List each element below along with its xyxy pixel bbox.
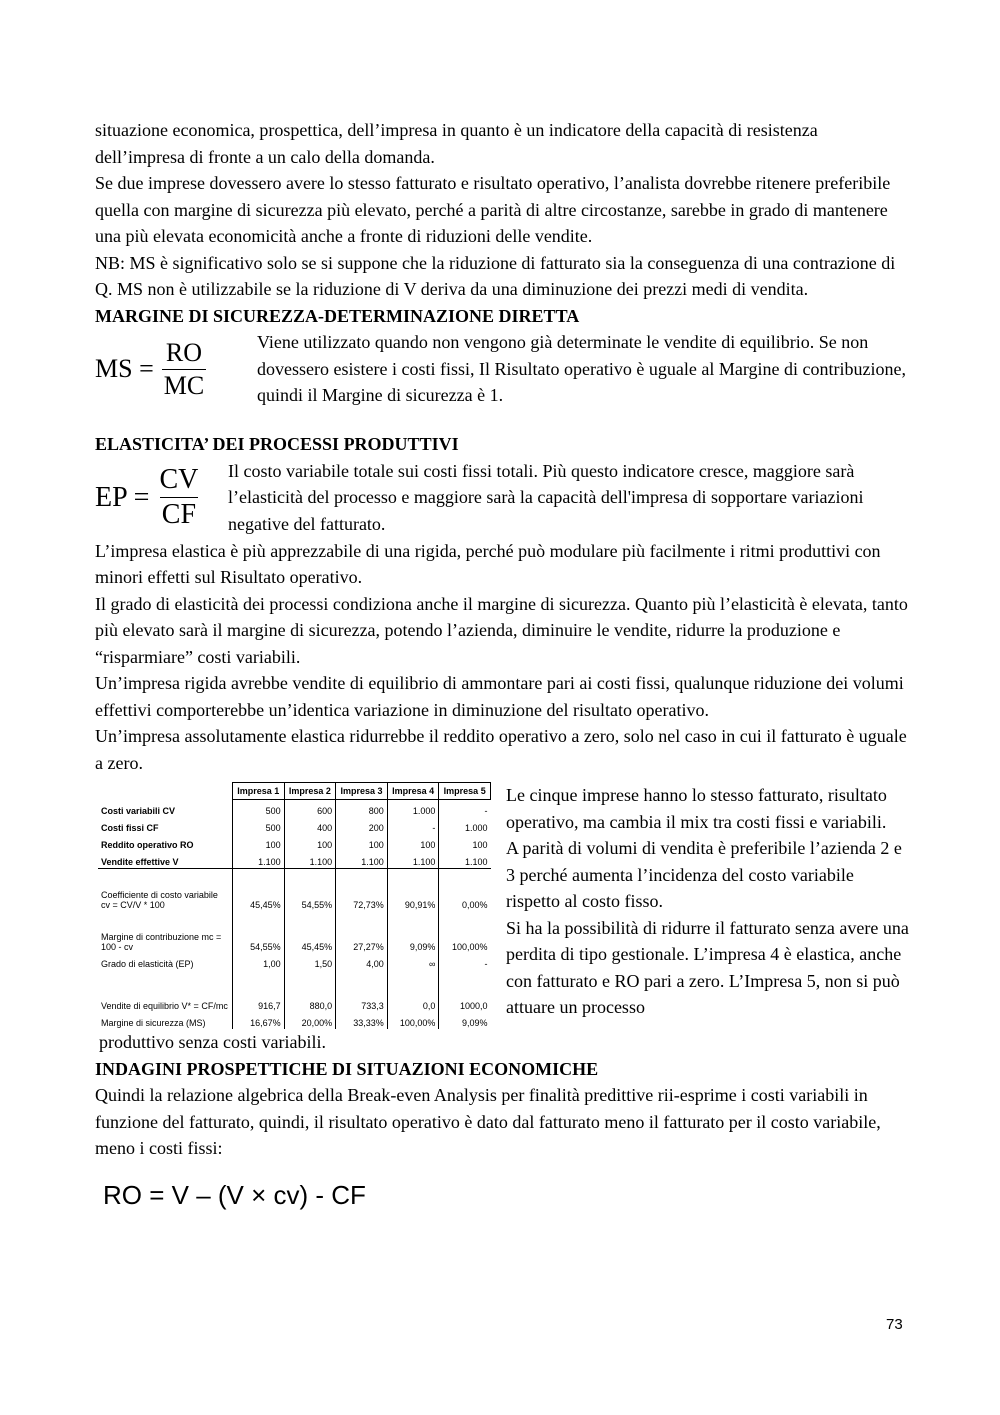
table-row-label: Coefficiente di costo variabile cv = CV/V * 100 (101, 890, 218, 910)
paragraph: Un’impresa assolutamente elastica ridurrebbe il reddito operativo a zero, solo nel caso in cui il fatturato è uguale a zero. (95, 726, 907, 773)
table-cell: ∞ (387, 953, 439, 970)
table-cell: - (387, 817, 439, 834)
table-cell: 1000,0 (439, 970, 491, 1012)
paragraph: A parità di volumi di vendita è preferibile l’azienda 2 e 3 perché aumenta l’incidenza del costo variabile rispetto al costo fisso. (506, 838, 902, 911)
paragraph: produttivo senza costi variabili. (99, 1032, 326, 1052)
formula-lhs: EP = (95, 481, 150, 513)
table-row (98, 970, 491, 1012)
table-cell: 100 (233, 834, 285, 851)
table-cell: 33,33% (336, 1012, 388, 1029)
table-header-cell: Impresa 1 (233, 783, 285, 800)
paragraph: Se due imprese dovessero avere lo stesso fatturato e risultato operativo, l’analista dovrebbe ritenere preferibile quella con margine di sicurezza più elevato, perché a parità di altre circostanze, sarebbe in grado di mantenere una più elevata economicità anche a fronte di riduzioni delle vendite. (95, 173, 891, 246)
paragraph: Le cinque imprese hanno lo stesso fatturato, risultato operativo, ma cambia il mix tra costi fissi e variabili. (506, 785, 887, 832)
comparison-table-image (98, 782, 491, 1029)
table-row-label: Costi fissi CF (101, 823, 159, 833)
table-cell: 9,09% (439, 1012, 491, 1029)
paragraph: Si ha la possibilità di ridurre il fatturato senza avere una perdita di tipo gestionale. L’impresa 4 è elastica, anche con fatturato e RO pari a zero. L’Impresa 5, non si può attuare un processo (506, 917, 909, 1017)
table-cell: 1,00 (233, 953, 285, 970)
table-cell: 1.100 (387, 851, 439, 869)
table-row (98, 911, 491, 953)
table-row (98, 851, 491, 869)
table-cell: 90,91% (387, 869, 439, 912)
table-cell: 1.100 (439, 851, 491, 869)
table-cell: 27,27% (336, 911, 388, 953)
table-cell: - (439, 953, 491, 970)
table-cell: 600 (284, 800, 336, 818)
ms-formula-block (95, 329, 910, 409)
table-cell: 1.100 (336, 851, 388, 869)
table-cell: 72,73% (336, 869, 388, 912)
table-row-label: Vendite effettive V (98, 851, 233, 869)
table-row (98, 953, 491, 970)
table-cell: 733,3 (336, 970, 388, 1012)
table-cell: 54,55% (233, 911, 285, 953)
table-cell: 100 (336, 834, 388, 851)
ms-formula (95, 329, 257, 409)
ro-formula: RO = V – (V × cv) - CF (103, 1179, 366, 1210)
table-header-cell: Impresa 3 (336, 783, 388, 800)
table-cell: 100 (439, 834, 491, 851)
section-heading-ep: ELASTICITA’ DEI PROCESSI PRODUTTIVI (95, 434, 459, 454)
table-cell: 45,45% (284, 911, 336, 953)
paragraph: NB: MS è significativo solo se si suppone che la riduzione di fatturato sia la conseguenza di una contrazione di Q. MS non è utilizzabile se la riduzione di V deriva da una diminuzione dei prezzi medi di vendita. (95, 252, 896, 299)
formula-fraction (162, 337, 206, 400)
table-cell: 100,00% (387, 1012, 439, 1029)
table-header-cell: Impresa 2 (284, 783, 336, 800)
comparison-table (98, 782, 491, 1029)
table-row-label: Reddito operativo RO (101, 840, 194, 850)
ep-formula (95, 458, 228, 538)
table-cell: 1.000 (439, 817, 491, 834)
page-number: 73 (886, 1316, 903, 1333)
table-row-label: Vendite di equilibrio V* = CF/mc (101, 1001, 228, 1011)
paragraph: L’impresa elastica è più apprezzabile di una rigida, perché può modulare più facilmente i ritmi produttivi con minori effetti sul Risultato operativo. (95, 540, 881, 587)
table-cell: 916,7 (233, 970, 285, 1012)
table-cell: 0,0 (387, 970, 439, 1012)
table-cell: 800 (336, 800, 388, 818)
table-row-label: Costi variabili CV (101, 806, 176, 816)
table-cell: 1.100 (284, 851, 336, 869)
table-row (98, 817, 491, 834)
table-cell: 20,00% (284, 1012, 336, 1029)
table-cell: 100 (387, 834, 439, 851)
section-heading-ms: MARGINE DI SICUREZZA-DETERMINAZIONE DIRETTA (95, 305, 580, 326)
table-header-row (98, 783, 491, 800)
table-cell: 400 (284, 817, 336, 834)
table-header-cell: Impresa 5 (439, 783, 491, 800)
table-cell: 200 (336, 817, 388, 834)
ep-description: Il costo variabile totale sui costi fissi totali. Più questo indicatore cresce, maggiore sarà l’elasticità del processo e maggiore sarà la capacità dell'impresa di sopportare variazioni negative del fatturato. (228, 460, 864, 534)
table-cell: 9,09% (387, 911, 439, 953)
formula-numerator: CV (159, 464, 199, 495)
section-heading-ind: INDAGINI PROSPETTICHE DI SITUAZIONI ECONOMICHE (95, 1058, 599, 1079)
ms-description: Viene utilizzato quando non vengono già determinate le vendite di equilibrio. Se non dovessero esistere i costi fissi, Il Risultato operativo è uguale al Margine di contribuzione, quindi il Margine di sicurezza è 1. (257, 332, 907, 405)
table-cell: 100 (284, 834, 336, 851)
table-commentary (506, 782, 910, 1021)
formula-numerator: RO (165, 337, 203, 367)
table-header-cell (98, 783, 233, 800)
paragraph: Un’impresa rigida avrebbe vendite di equilibrio di ammontare pari ai costi fissi, qualunque riduzione dei volumi effettivi comporterebbe un’identica variazione in diminuzione del risultato operativo. (95, 673, 904, 720)
paragraph: situazione economica, prospettica, dell’impresa in quanto è un indicatore della capacità di resistenza dell’impresa di fronte a un calo della domanda. (95, 120, 818, 167)
paragraph: Quindi la relazione algebrica della Break-even Analysis per finalità predittive rii-esprime i costi variabili in funzione del fatturato, quindi, il risultato operativo è dato dal fatturato meno il fatturato per il costo variabile, meno i costi fissi: (95, 1085, 881, 1158)
table-cell: 1.100 (233, 851, 285, 869)
table-row-label: Margine di sicurezza (MS) (101, 1018, 206, 1028)
ep-formula-block (95, 458, 910, 538)
table-cell: 880,0 (284, 970, 336, 1012)
table-row (98, 1012, 491, 1029)
formula-fraction (157, 466, 200, 529)
table-cell: 45,45% (233, 869, 285, 912)
formula-denominator: CF (161, 499, 197, 530)
table-row (98, 800, 491, 818)
table-row (98, 869, 491, 912)
table-cell: 1,50 (284, 953, 336, 970)
table-cell: 0,00% (439, 869, 491, 912)
table-cell: 54,55% (284, 869, 336, 912)
table-header-cell: Impresa 4 (387, 783, 439, 800)
table-cell: 100,00% (439, 911, 491, 953)
table-cell: 500 (233, 817, 285, 834)
table-cell: 4,00 (336, 953, 388, 970)
table-cell: 1.000 (387, 800, 439, 818)
document-page (95, 117, 910, 1211)
formula-lhs: MS = (95, 354, 154, 383)
table-block (95, 782, 910, 1029)
table-cell: 16,67% (233, 1012, 285, 1029)
table-row-label: Margine di contribuzione mc = 100 - cv (101, 932, 222, 952)
table-cell: - (439, 800, 491, 818)
table-cell: 500 (233, 800, 285, 818)
table-row (98, 834, 491, 851)
formula-denominator: MC (163, 370, 205, 400)
paragraph: Il grado di elasticità dei processi condiziona anche il margine di sicurezza. Quanto più l’elasticità è elevata, tanto più elevato sarà il margine di sicurezza, potendo l’azienda, diminuire le vendite, ridurre la produzione e “risparmiare” costi variabili. (95, 593, 908, 667)
table-row-label: Grado di elasticità (EP) (101, 959, 194, 969)
